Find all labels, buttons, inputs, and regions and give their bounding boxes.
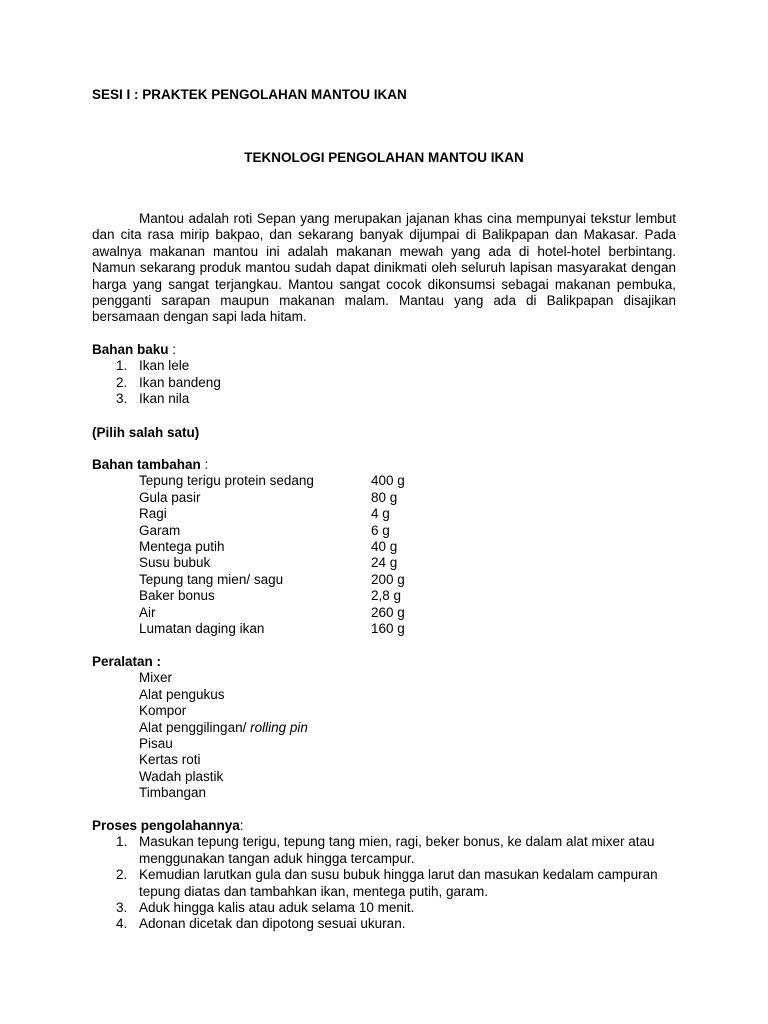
ingredient-name: Mentega putih xyxy=(139,539,225,555)
tool-item xyxy=(92,769,676,785)
process-step xyxy=(92,916,676,932)
ingredient-row xyxy=(92,588,676,604)
ingredient-name: Lumatan daging ikan xyxy=(139,621,265,637)
proses-heading xyxy=(92,818,676,834)
ingredient-name: Garam xyxy=(139,522,181,538)
ingredient-qty: 40 g xyxy=(371,539,398,555)
tool-name: Kompor xyxy=(139,703,187,719)
list-item-text: Ikan nila xyxy=(139,391,190,407)
tool-item xyxy=(92,720,676,736)
peralatan-section xyxy=(92,654,676,802)
bahan-tambahan-heading-suffix: : xyxy=(200,457,209,472)
ingredient-row xyxy=(92,572,676,588)
bahan-baku-list xyxy=(92,358,676,407)
list-item-number: 2. xyxy=(116,374,128,390)
ingredient-row xyxy=(92,605,676,621)
session-title: SESI I : PRAKTEK PENGOLAHAN MANTOU IKAN xyxy=(92,87,407,102)
list-item-text: Ikan lele xyxy=(139,358,190,374)
ingredient-row xyxy=(92,523,676,539)
ingredient-qty: 160 g xyxy=(371,621,405,637)
ingredient-name: Tepung terigu protein sedang xyxy=(139,473,314,489)
ingredient-name: Baker bonus xyxy=(139,588,215,604)
ingredient-qty: 400 g xyxy=(371,473,405,489)
ingredient-name: Gula pasir xyxy=(139,489,201,505)
tool-name: Timbangan xyxy=(139,785,207,801)
process-steps xyxy=(92,834,676,932)
step-text: Adonan dicetak dan dipotong sesuai ukuran. xyxy=(139,916,406,932)
bahan-baku-heading-label: Bahan baku xyxy=(92,342,169,357)
ingredient-row xyxy=(92,506,676,522)
tool-name: Wadah plastik xyxy=(139,768,224,784)
list-item xyxy=(92,358,676,374)
proses-section xyxy=(92,818,676,933)
proses-heading-label: Proses pengolahannya xyxy=(92,818,240,833)
tool-item xyxy=(92,670,676,686)
ingredient-name: Susu bubuk xyxy=(139,555,211,571)
ingredient-name: Tepung tang mien/ sagu xyxy=(139,571,284,587)
tool-name-italic: rolling pin xyxy=(250,719,308,735)
choose-note: (Pilih salah satu) xyxy=(92,425,200,440)
step-text: Kemudian larutkan gula dan susu bubuk hingga larut dan masukan kedalam campuran tepung diatas dan tambahkan ikan, mentega putih, garam. xyxy=(139,867,658,899)
peralatan-heading: Peralatan : xyxy=(92,654,162,669)
tool-item xyxy=(92,752,676,768)
bahan-tambahan-heading xyxy=(92,457,676,473)
list-item-text: Ikan bandeng xyxy=(139,374,221,390)
step-number: 1. xyxy=(116,834,128,850)
step-text: Aduk hingga kalis atau aduk selama 10 menit. xyxy=(139,900,415,916)
proses-heading-suffix: : xyxy=(239,818,244,833)
ingredient-qty: 6 g xyxy=(371,522,390,538)
tool-name: Alat pengukus xyxy=(139,686,225,702)
ingredient-qty: 24 g xyxy=(371,555,398,571)
ingredient-qty: 2,8 g xyxy=(371,588,402,604)
ingredient-qty: 200 g xyxy=(371,571,405,587)
ingredient-list xyxy=(92,473,676,637)
intro-text: Mantou adalah roti Sepan yang merupakan jajanan khas cina mempunyai tekstur lembut dan cita rasa mirip bakpao, dan sekarang banyak dijumpai di Balikpapan dan Makasar. Pada awalnya makanan mantou ini adalah makanan mewah yang ada di hotel-hotel berbintang. Namun sekarang produk mantou sudah dapat dinikmati oleh seluruh lapisan masyarakat dengan harga yang sangat terjangkau. Mantou sangat cocok dikonsumsi sebagai makanan pembuka, pengganti sarapan maupun makanan malam. Mantau yang ada di Balikpapan disajikan bersamaan dengan sapi lada hitam. xyxy=(92,211,676,325)
step-number: 3. xyxy=(116,900,128,916)
list-item xyxy=(92,391,676,407)
ingredient-qty: 4 g xyxy=(371,506,390,522)
ingredient-row xyxy=(92,555,676,571)
ingredient-qty: 260 g xyxy=(371,604,405,620)
bahan-baku-section xyxy=(92,342,676,408)
ingredient-qty: 80 g xyxy=(371,489,398,505)
tool-item xyxy=(92,736,676,752)
step-number: 4. xyxy=(116,916,128,932)
tool-item xyxy=(92,687,676,703)
list-item-number: 1. xyxy=(116,358,128,374)
bahan-tambahan-section xyxy=(92,457,676,637)
process-step xyxy=(92,867,676,900)
process-step xyxy=(92,900,676,916)
tool-item xyxy=(92,703,676,719)
list-item-number: 3. xyxy=(116,391,128,407)
ingredient-name: Air xyxy=(139,604,156,620)
tool-name: Kertas roti xyxy=(139,752,201,768)
tool-item xyxy=(92,785,676,801)
ingredient-row xyxy=(92,473,676,489)
bahan-tambahan-heading-label: Bahan tambahan xyxy=(92,457,201,472)
tool-name: Pisau xyxy=(139,736,173,752)
bahan-baku-heading xyxy=(92,342,676,358)
tool-name: Mixer xyxy=(139,670,172,686)
tool-list xyxy=(92,670,676,801)
bahan-baku-heading-suffix: : xyxy=(168,342,177,357)
step-text: Masukan tepung terigu, tepung tang mien, ragi, beker bonus, ke dalam alat mixer atau menggunakan tangan aduk hingga tercampur. xyxy=(139,834,655,866)
process-step xyxy=(92,834,676,867)
ingredient-row xyxy=(92,621,676,637)
step-number: 2. xyxy=(116,867,128,883)
main-title: TEKNOLOGI PENGOLAHAN MANTOU IKAN xyxy=(244,150,524,165)
ingredient-name: Ragi xyxy=(139,506,167,522)
intro-paragraph xyxy=(92,211,676,326)
list-item xyxy=(92,375,676,391)
tool-name: Alat penggilingan/ xyxy=(139,719,251,735)
ingredient-row xyxy=(92,490,676,506)
ingredient-row xyxy=(92,539,676,555)
